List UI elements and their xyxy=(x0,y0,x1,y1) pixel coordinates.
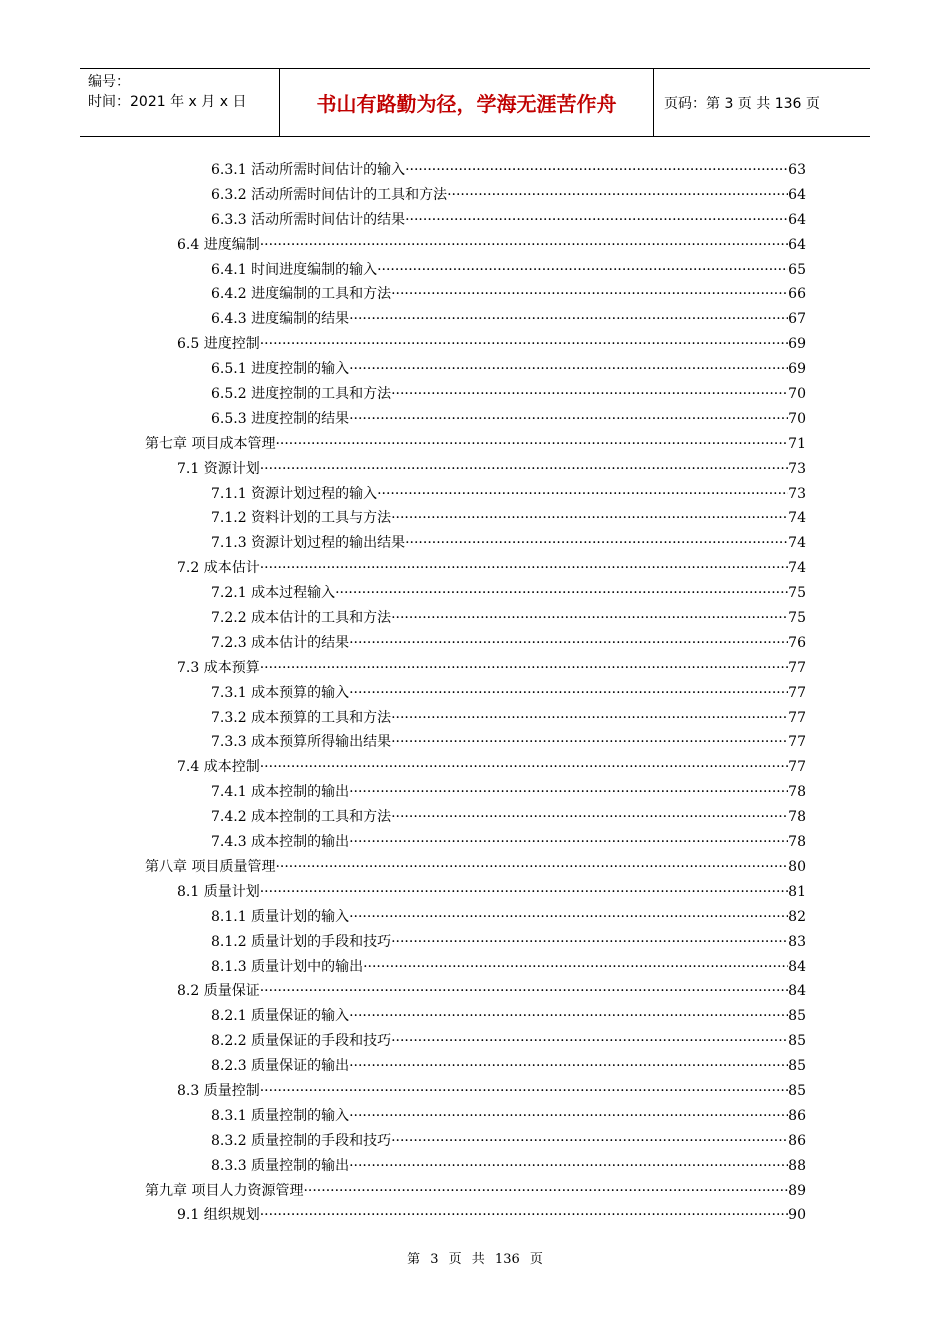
toc-entry[interactable] xyxy=(145,432,806,457)
toc-leader-dots xyxy=(275,432,788,457)
toc-entry[interactable] xyxy=(211,606,806,631)
toc-leader-dots xyxy=(377,482,788,507)
toc-leader-dots xyxy=(260,755,788,780)
toc-entry-title: 7.4.1 成本控制的输出 xyxy=(211,784,350,801)
toc-entry-page: 85 xyxy=(788,1008,806,1025)
toc-entry-page: 89 xyxy=(788,1182,806,1199)
toc-entry-title: 7.1 资源计划 xyxy=(177,460,260,477)
toc-entry-title: 8.3.2 质量控制的手段和技巧 xyxy=(211,1132,392,1149)
toc-entry-title: 8.1 质量计划 xyxy=(177,883,260,900)
toc-leader-dots xyxy=(260,233,788,258)
toc-leader-dots xyxy=(349,1004,788,1029)
toc-entry[interactable] xyxy=(211,531,806,556)
toc-entry-title: 7.2 成本估计 xyxy=(177,560,260,577)
toc-entry-page: 73 xyxy=(788,485,806,502)
toc-entry[interactable] xyxy=(211,1129,806,1154)
toc-entry-page: 85 xyxy=(788,1082,806,1099)
toc-entry-title: 7.3.1 成本预算的输入 xyxy=(211,684,350,701)
toc-entry[interactable] xyxy=(177,755,806,780)
toc-entry[interactable] xyxy=(211,955,806,980)
toc-leader-dots xyxy=(349,1154,788,1179)
toc-entry-page: 86 xyxy=(788,1107,806,1124)
toc-entry-page: 85 xyxy=(788,1033,806,1050)
toc-entry[interactable] xyxy=(211,581,806,606)
toc-leader-dots xyxy=(405,158,788,183)
toc-leader-dots xyxy=(260,1203,788,1228)
toc-entry-page: 90 xyxy=(788,1207,806,1224)
toc-entry-page: 73 xyxy=(788,460,806,477)
header-motto: 书山有路勤为径，学海无涯苦作舟 xyxy=(280,69,654,136)
toc-leader-dots xyxy=(349,1054,788,1079)
toc-leader-dots xyxy=(349,307,788,332)
toc-entry-page: 65 xyxy=(788,261,806,278)
toc-entry-title: 7.1.2 资料计划的工具与方法 xyxy=(211,510,392,527)
toc-leader-dots xyxy=(260,556,788,581)
toc-entry-title: 7.2.2 成本估计的工具和方法 xyxy=(211,610,392,627)
toc-entry[interactable] xyxy=(177,1203,806,1228)
toc-entry-title: 7.1.3 资源计划过程的输出结果 xyxy=(211,535,406,552)
toc-entry-title: 6.4.3 进度编制的结果 xyxy=(211,311,350,328)
toc-entry-page: 81 xyxy=(788,883,806,900)
toc-entry-title: 7.1.1 资源计划过程的输入 xyxy=(211,485,378,502)
toc-entry[interactable] xyxy=(211,1104,806,1129)
toc-leader-dots xyxy=(349,830,788,855)
toc-entry[interactable] xyxy=(177,656,806,681)
toc-entry[interactable] xyxy=(145,1179,806,1204)
toc-entry-page: 75 xyxy=(788,585,806,602)
toc-leader-dots xyxy=(349,780,788,805)
toc-leader-dots xyxy=(260,979,788,1004)
toc-entry-title: 6.4.2 进度编制的工具和方法 xyxy=(211,286,392,303)
toc-leader-dots xyxy=(391,1029,788,1054)
toc-entry-title: 6.5 进度控制 xyxy=(177,336,260,353)
toc-leader-dots xyxy=(260,656,788,681)
toc-leader-dots xyxy=(363,955,788,980)
toc-entry-page: 67 xyxy=(788,311,806,328)
toc-leader-dots xyxy=(391,382,788,407)
toc-entry-title: 第七章 项目成本管理 xyxy=(145,435,276,452)
toc-entry[interactable] xyxy=(211,805,806,830)
toc-leader-dots xyxy=(405,208,788,233)
toc-entry[interactable] xyxy=(211,631,806,656)
toc-entry[interactable] xyxy=(211,730,806,755)
toc-leader-dots xyxy=(260,880,788,905)
toc-entry-page: 85 xyxy=(788,1058,806,1075)
toc-entry-title: 7.4.2 成本控制的工具和方法 xyxy=(211,809,392,826)
toc-entry-title: 6.5.1 进度控制的输入 xyxy=(211,361,350,378)
toc-entry[interactable] xyxy=(177,556,806,581)
toc-entry-page: 78 xyxy=(788,809,806,826)
toc-leader-dots xyxy=(391,706,788,731)
toc-entry[interactable] xyxy=(211,780,806,805)
toc-entry-title: 8.2.2 质量保证的手段和技巧 xyxy=(211,1033,392,1050)
toc-entry[interactable] xyxy=(211,208,806,233)
toc-leader-dots xyxy=(349,905,788,930)
toc-entry-page: 64 xyxy=(788,211,806,228)
toc-entry-page: 76 xyxy=(788,634,806,651)
toc-entry[interactable] xyxy=(211,258,806,283)
toc-entry-page: 82 xyxy=(788,908,806,925)
toc-entry-title: 7.2.3 成本估计的结果 xyxy=(211,634,350,651)
toc-entry-title: 7.2.1 成本过程输入 xyxy=(211,585,336,602)
toc-entry-page: 86 xyxy=(788,1132,806,1149)
toc-entry-title: 7.3.3 成本预算所得输出结果 xyxy=(211,734,392,751)
toc-entry-page: 63 xyxy=(788,162,806,178)
toc-entry-title: 第九章 项目人力资源管理 xyxy=(145,1182,304,1199)
toc-entry-page: 74 xyxy=(788,510,806,527)
toc-entry-title: 8.1.3 质量计划中的输出 xyxy=(211,958,364,975)
toc-entry-page: 78 xyxy=(788,834,806,851)
toc-leader-dots xyxy=(391,805,788,830)
toc-entry-title: 7.3.2 成本预算的工具和方法 xyxy=(211,709,392,726)
toc-entry-title: 8.2.3 质量保证的输出 xyxy=(211,1058,350,1075)
toc-leader-dots xyxy=(349,407,788,432)
toc-entry[interactable] xyxy=(177,457,806,482)
document-number-label: 编号： xyxy=(88,74,130,90)
toc-entry-page: 71 xyxy=(788,435,806,452)
toc-entry[interactable] xyxy=(145,855,806,880)
toc-entry[interactable] xyxy=(211,1154,806,1179)
toc-leader-dots xyxy=(447,183,788,208)
toc-entry-page: 70 xyxy=(788,410,806,427)
toc-entry-page: 80 xyxy=(788,858,806,875)
toc-leader-dots xyxy=(391,1129,788,1154)
toc-entry-page: 74 xyxy=(788,535,806,552)
toc-leader-dots xyxy=(349,357,788,382)
toc-entry-page: 69 xyxy=(788,361,806,378)
header-page-info: 页码：第 3 页 共 136 页 xyxy=(664,95,820,112)
toc-entry[interactable] xyxy=(211,482,806,507)
toc-entry-title: 8.3 质量控制 xyxy=(177,1082,260,1099)
toc-leader-dots xyxy=(349,681,788,706)
toc-entry-title: 8.1.1 质量计划的输入 xyxy=(211,908,350,925)
toc-entry[interactable] xyxy=(211,357,806,382)
toc-leader-dots xyxy=(391,282,788,307)
toc-entry[interactable] xyxy=(211,830,806,855)
toc-entry-title: 8.2 质量保证 xyxy=(177,983,260,1000)
toc-leader-dots xyxy=(391,930,788,955)
toc-entry[interactable] xyxy=(211,307,806,332)
toc-entry-title: 6.5.2 进度控制的工具和方法 xyxy=(211,386,392,403)
toc-entry-title: 6.4 进度编制 xyxy=(177,236,260,253)
toc-entry-page: 70 xyxy=(788,386,806,403)
toc-entry-page: 84 xyxy=(788,983,806,1000)
toc-entry[interactable] xyxy=(177,979,806,1004)
header-meta xyxy=(80,69,280,136)
toc-entry-title: 6.3.2 活动所需时间估计的工具和方法 xyxy=(211,186,448,203)
toc-leader-dots xyxy=(377,258,788,283)
toc-entry[interactable] xyxy=(211,282,806,307)
toc-entry-page: 77 xyxy=(788,759,806,776)
document-date: 时间：2021 年 x 月 x 日 xyxy=(88,94,247,110)
toc-entry-title: 7.4.3 成本控制的输出 xyxy=(211,834,350,851)
toc-entry[interactable] xyxy=(211,407,806,432)
toc-entry-page: 77 xyxy=(788,659,806,676)
toc-entry-page: 64 xyxy=(788,186,806,203)
toc-entry-title: 6.3.1 活动所需时间估计的输入 xyxy=(211,162,406,178)
toc-entry[interactable] xyxy=(211,158,806,183)
toc-entry-title: 7.3 成本预算 xyxy=(177,659,260,676)
toc-entry-title: 第八章 项目质量管理 xyxy=(145,858,276,875)
toc-leader-dots xyxy=(335,581,788,606)
toc-entry-title: 6.5.3 进度控制的结果 xyxy=(211,410,350,427)
toc-entry[interactable] xyxy=(211,1029,806,1054)
toc-entry[interactable] xyxy=(211,930,806,955)
toc-entry[interactable] xyxy=(211,506,806,531)
toc-entry-page: 77 xyxy=(788,734,806,751)
toc-entry-page: 84 xyxy=(788,958,806,975)
toc-entry-title: 8.2.1 质量保证的输入 xyxy=(211,1008,350,1025)
toc-leader-dots xyxy=(391,730,788,755)
toc-leader-dots xyxy=(391,606,788,631)
toc-leader-dots xyxy=(260,457,788,482)
toc-entry[interactable] xyxy=(211,706,806,731)
toc-leader-dots xyxy=(391,506,788,531)
toc-entry[interactable] xyxy=(177,332,806,357)
toc-entry[interactable] xyxy=(177,880,806,905)
toc-leader-dots xyxy=(303,1179,788,1204)
toc-entry-page: 77 xyxy=(788,709,806,726)
toc-leader-dots xyxy=(260,1079,788,1104)
toc-entry-title: 6.3.3 活动所需时间估计的结果 xyxy=(211,211,406,228)
toc-entry[interactable] xyxy=(211,1004,806,1029)
toc-entry-title: 7.4 成本控制 xyxy=(177,759,260,776)
toc-entry-page: 78 xyxy=(788,784,806,801)
page-header xyxy=(80,68,870,137)
toc-leader-dots xyxy=(349,1104,788,1129)
toc-entry-page: 69 xyxy=(788,336,806,353)
toc-entry[interactable] xyxy=(211,905,806,930)
toc-entry-title: 6.4.1 时间进度编制的输入 xyxy=(211,261,378,278)
toc-entry[interactable] xyxy=(177,233,806,258)
toc-entry-page: 74 xyxy=(788,560,806,577)
toc-entry-page: 75 xyxy=(788,610,806,627)
toc-entry[interactable] xyxy=(211,1054,806,1079)
toc-leader-dots xyxy=(405,531,788,556)
toc-entry[interactable] xyxy=(211,183,806,208)
toc-entry-title: 9.1 组织规划 xyxy=(177,1207,260,1224)
toc-leader-dots xyxy=(260,332,788,357)
toc-entry-page: 83 xyxy=(788,933,806,950)
toc-leader-dots xyxy=(349,631,788,656)
toc-entry-page: 66 xyxy=(788,286,806,303)
toc-entry[interactable] xyxy=(211,681,806,706)
toc-entry-page: 64 xyxy=(788,236,806,253)
toc-entry-title: 8.3.1 质量控制的输入 xyxy=(211,1107,350,1124)
table-of-contents xyxy=(0,158,950,1228)
toc-entry[interactable] xyxy=(211,382,806,407)
toc-entry[interactable] xyxy=(177,1079,806,1104)
toc-entry-page: 88 xyxy=(788,1157,806,1174)
toc-entry-title: 8.3.3 质量控制的输出 xyxy=(211,1157,350,1174)
page-footer: 第 3 页 共 136 页 xyxy=(407,1252,543,1267)
toc-entry-page: 77 xyxy=(788,684,806,701)
toc-leader-dots xyxy=(275,855,788,880)
toc-entry-title: 8.1.2 质量计划的手段和技巧 xyxy=(211,933,392,950)
